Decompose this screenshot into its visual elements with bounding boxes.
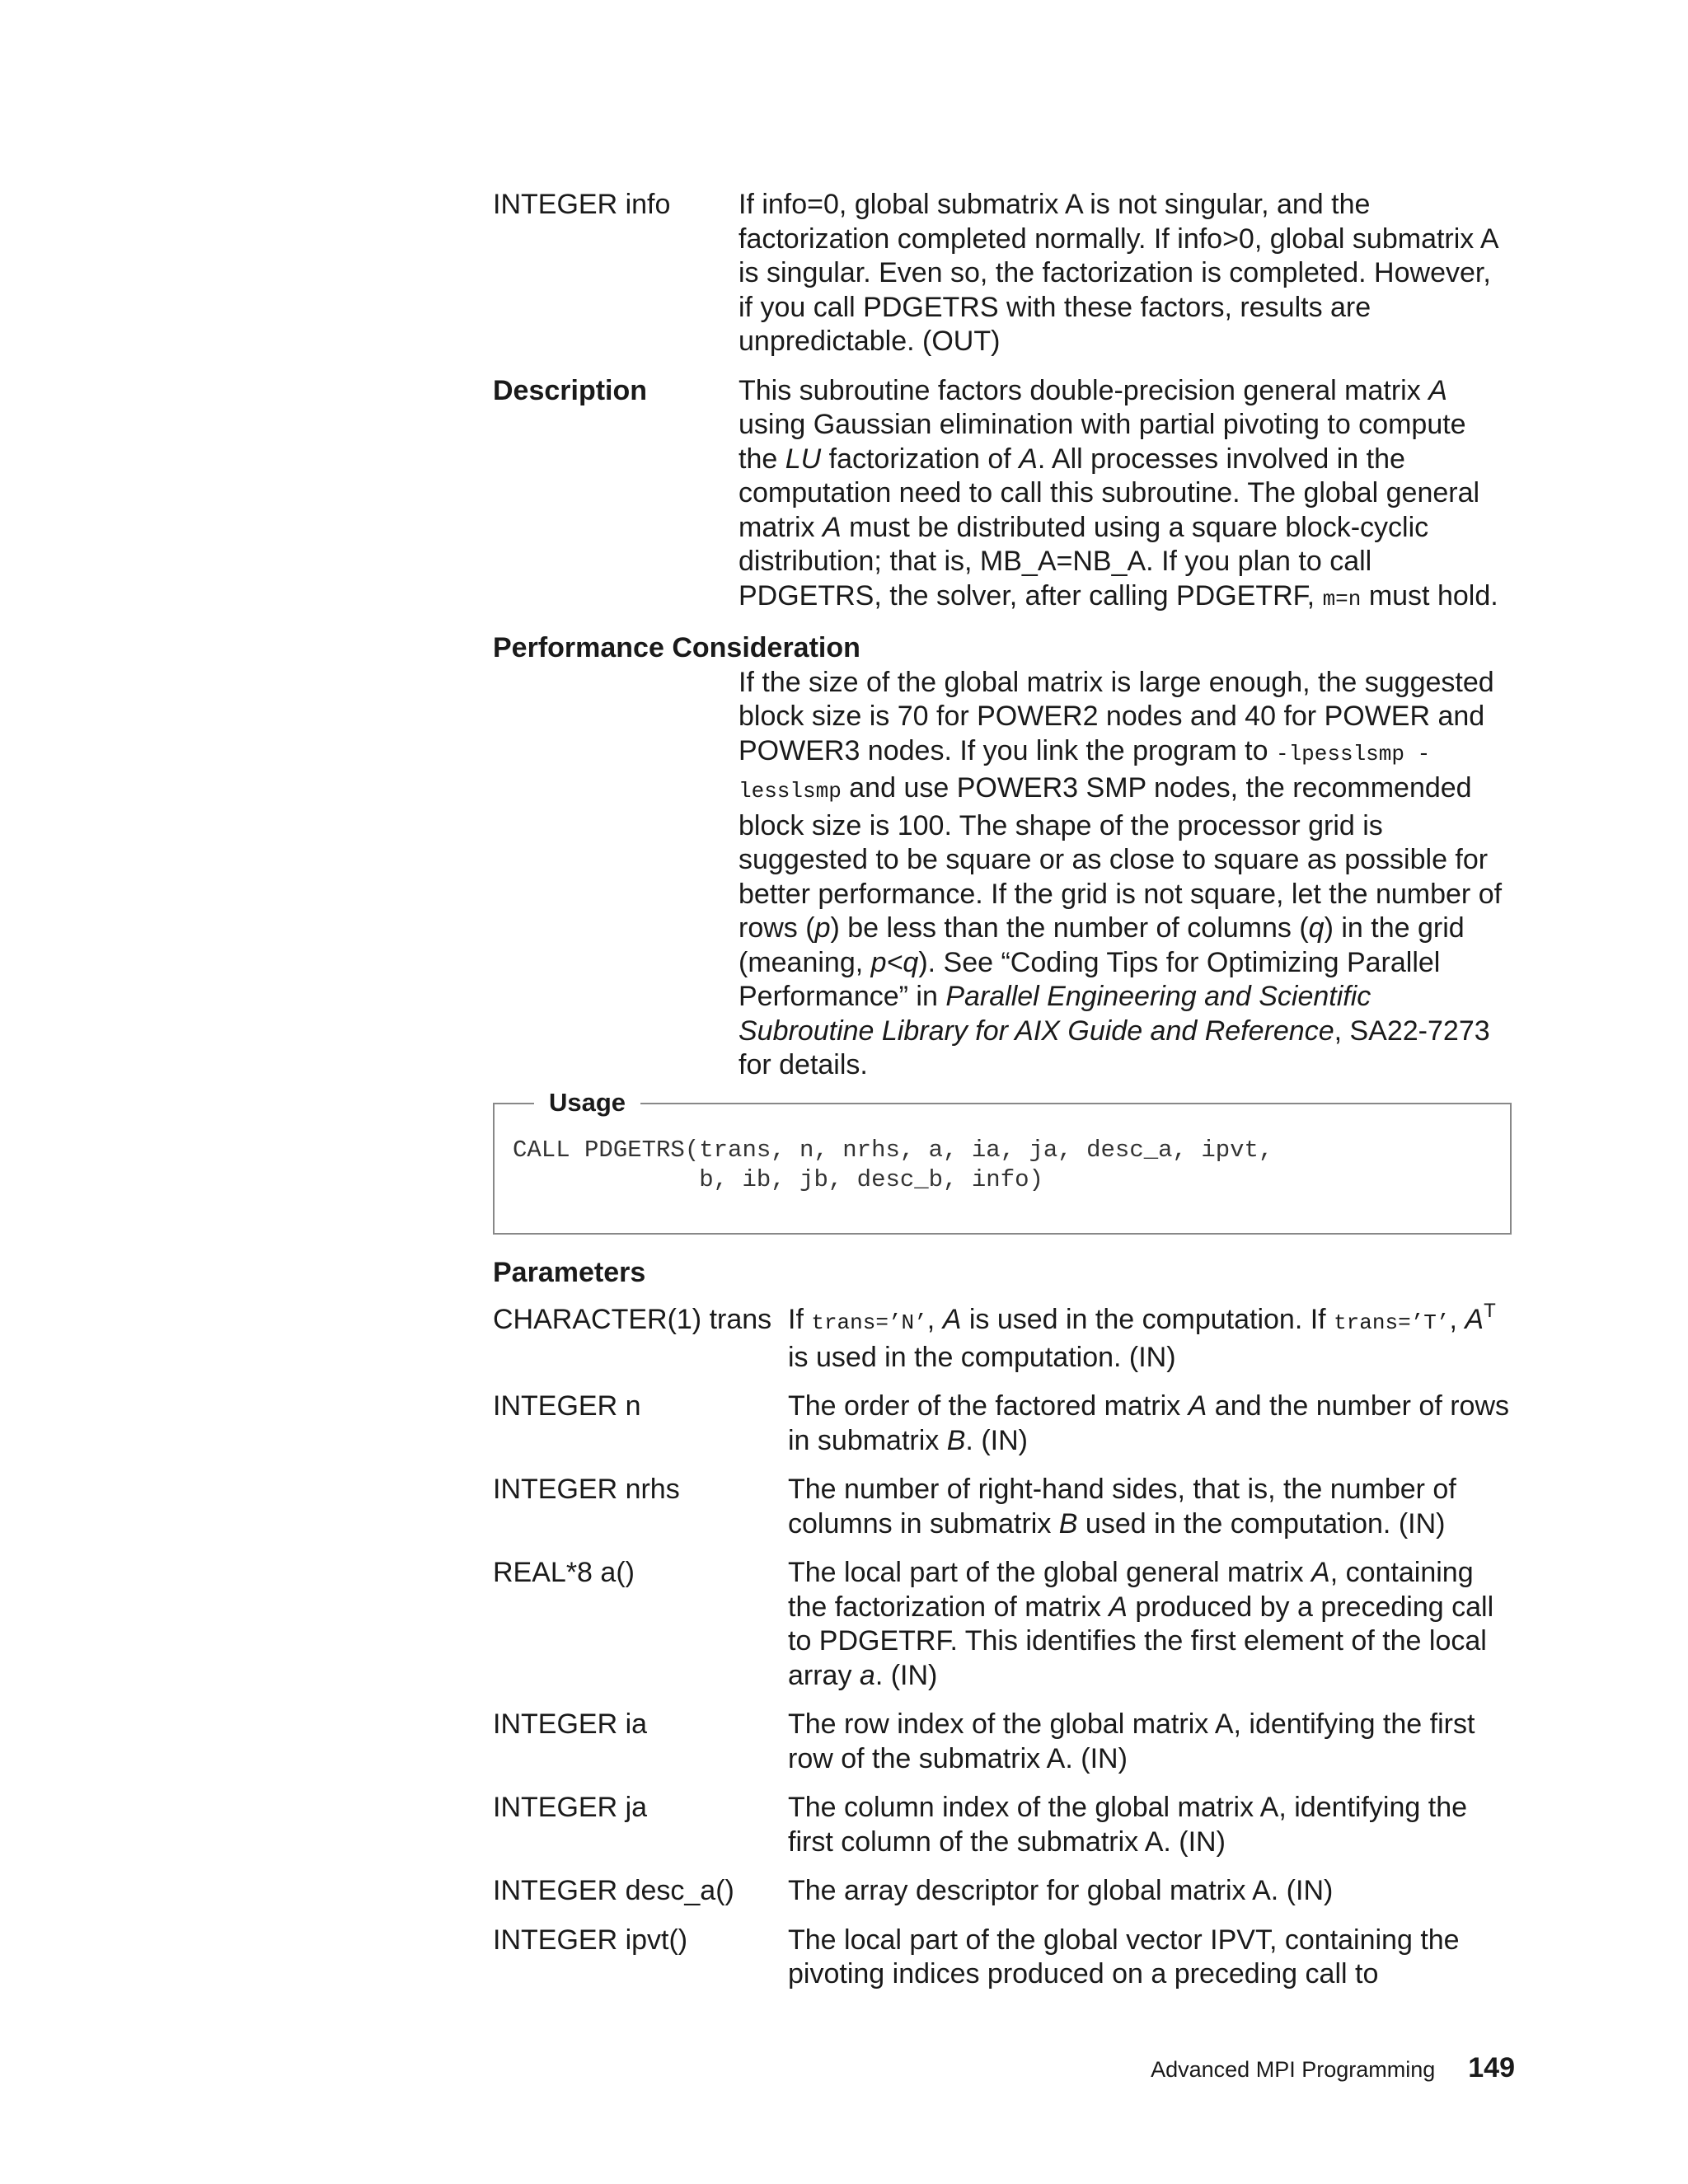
text-run: is used in the computation. If bbox=[961, 1304, 1334, 1335]
param-description: The row index of the global matrix A, identifying the first row of the submatrix A. (IN) bbox=[788, 1708, 1475, 1774]
param-description: The array descriptor for global matrix A. (IN) bbox=[788, 1875, 1334, 1906]
text-run: ) be less than the number of columns ( bbox=[830, 912, 1309, 944]
inline-code: m=n bbox=[1322, 586, 1362, 612]
description-text bbox=[738, 374, 1512, 617]
text-run: If bbox=[788, 1304, 812, 1335]
param-term: INTEGER desc_a() bbox=[493, 1875, 734, 1906]
param-description: The column index of the global matrix A, identifying the first column of the submatrix A. (IN) bbox=[788, 1792, 1468, 1858]
math-symbol: A bbox=[1311, 1557, 1330, 1588]
text-run: . (IN) bbox=[874, 1659, 938, 1691]
param-info bbox=[493, 188, 1512, 359]
text-run: . All processes involved in the computation need to call this subroutine. The global general matrix bbox=[738, 443, 1480, 543]
text-run: must be distributed using a square block-cyclic distribution; that is, MB_A=NB_A. If you plan to call PDGETRS, the solver, after calling PDGETRF, bbox=[738, 511, 1429, 612]
param-term: CHARACTER(1) trans bbox=[493, 1304, 772, 1335]
math-symbol: A bbox=[1428, 374, 1447, 406]
text-run: is used in the computation. (IN) bbox=[788, 1341, 1176, 1373]
superscript: T bbox=[1484, 1299, 1496, 1322]
param-term: INTEGER nrhs bbox=[493, 1474, 680, 1505]
page-content bbox=[493, 188, 1512, 2007]
usage-code: CALL PDGETRS(trans, n, nrhs, a, ia, ja, desc_a, ipvt, b, ib, jb, desc_b, info) bbox=[513, 1136, 1273, 1193]
parameters-heading: Parameters bbox=[493, 1256, 646, 1288]
performance-heading: Performance Consideration bbox=[493, 632, 860, 663]
param-ia bbox=[493, 1708, 1512, 1776]
math-symbol: A bbox=[942, 1304, 962, 1335]
performance-text bbox=[738, 666, 1512, 1083]
text-run: ). See “Coding Tips for Optimizing Parallel Performance” in bbox=[738, 946, 1441, 1012]
text-run: factorization of bbox=[821, 443, 1020, 475]
param-term: INTEGER n bbox=[493, 1390, 641, 1422]
param-term: INTEGER ia bbox=[493, 1708, 648, 1740]
usage-title: Usage bbox=[534, 1086, 640, 1119]
text-run: ) in the grid (meaning, bbox=[738, 912, 1465, 978]
text-run: must hold. bbox=[1361, 579, 1498, 612]
footer-title: Advanced MPI Programming bbox=[1151, 2057, 1436, 2082]
math-symbol: B bbox=[1058, 1507, 1078, 1540]
text-run: , bbox=[1449, 1304, 1465, 1335]
math-symbol: p<q bbox=[870, 946, 919, 978]
usage-box bbox=[493, 1087, 1512, 1235]
param-term: INTEGER ipvt() bbox=[493, 1924, 688, 1956]
param-desc-a bbox=[493, 1874, 1512, 1909]
inline-code: -lpesslsmp -lesslsmp bbox=[738, 741, 1431, 804]
text-run: This subroutine factors double-precision general matrix bbox=[738, 374, 1429, 406]
param-term: INTEGER info bbox=[493, 189, 671, 220]
text-run: The local part of the global general matrix bbox=[788, 1557, 1312, 1588]
text-run: using Gaussian elimination with partial pivoting to compute the bbox=[738, 409, 1466, 475]
math-symbol: a bbox=[859, 1659, 875, 1691]
book-title: Parallel Engineering and Scientific Subroutine Library for AIX Guide and Reference bbox=[738, 981, 1372, 1047]
text-run: and the number of rows in submatrix bbox=[788, 1390, 1510, 1456]
text-run: If the size of the global matrix is large enough, the suggested block size is 70 for POWER2 nodes and 40 for POWER and POWER3 nodes. If you link the program to bbox=[738, 666, 1494, 766]
param-description bbox=[788, 1299, 1512, 1375]
param-description: If info=0, global submatrix A is not singular, and the factorization completed normally. If info>0, global submatrix A is singular. Even so, the factorization is completed. However, if you call PDGETRS with these factors, results are unpredictable. (OUT) bbox=[738, 189, 1498, 357]
math-symbol: p bbox=[814, 912, 831, 944]
param-ja bbox=[493, 1791, 1512, 1859]
param-nrhs bbox=[493, 1473, 1512, 1541]
math-symbol: B bbox=[946, 1424, 966, 1456]
math-symbol: A bbox=[823, 511, 842, 543]
description-section bbox=[493, 374, 1512, 617]
inline-code: trans=’T’ bbox=[1334, 1310, 1450, 1335]
param-ipvt bbox=[493, 1924, 1512, 1992]
param-a bbox=[493, 1556, 1512, 1693]
inline-code: trans=’N’ bbox=[811, 1310, 927, 1335]
text-run: The order of the factored matrix bbox=[788, 1390, 1189, 1422]
param-term: INTEGER ja bbox=[493, 1792, 648, 1823]
text-run: The number of right-hand sides, that is, the number of columns in submatrix bbox=[788, 1474, 1456, 1540]
param-description bbox=[788, 1556, 1512, 1693]
text-run: , containing the factorization of matrix bbox=[788, 1557, 1474, 1623]
text-run: used in the computation. (IN) bbox=[1077, 1507, 1446, 1540]
text-run: , SA22-7273 for details. bbox=[738, 1015, 1490, 1080]
param-trans bbox=[493, 1299, 1512, 1375]
text-run: , bbox=[926, 1304, 943, 1335]
page-footer bbox=[1151, 2052, 1515, 2084]
math-symbol: A bbox=[1188, 1390, 1207, 1422]
param-description bbox=[788, 1390, 1512, 1458]
description-heading: Description bbox=[493, 374, 648, 406]
page-number: 149 bbox=[1468, 2052, 1515, 2083]
param-description bbox=[788, 1473, 1512, 1541]
math-symbol: A bbox=[1109, 1591, 1128, 1623]
math-symbol: q bbox=[1308, 912, 1325, 944]
math-symbol: LU bbox=[785, 443, 822, 475]
param-term: REAL*8 a() bbox=[493, 1557, 635, 1588]
math-symbol: A bbox=[1019, 443, 1038, 475]
text-run: produced by a preceding call to PDGETRF. This identifies the first element of the local array bbox=[788, 1591, 1494, 1691]
param-n bbox=[493, 1390, 1512, 1458]
text-run: and use POWER3 SMP nodes, the recommended block size is 100. The shape of the processor grid is suggested to be square or as close to square as possible for better performance. If the grid is not square, let the number of rows ( bbox=[738, 772, 1503, 944]
math-symbol: A bbox=[1465, 1304, 1484, 1335]
param-description: The local part of the global vector IPVT, containing the pivoting indices produced on a preceding call to bbox=[788, 1924, 1460, 1990]
text-run: . (IN) bbox=[965, 1424, 1028, 1456]
